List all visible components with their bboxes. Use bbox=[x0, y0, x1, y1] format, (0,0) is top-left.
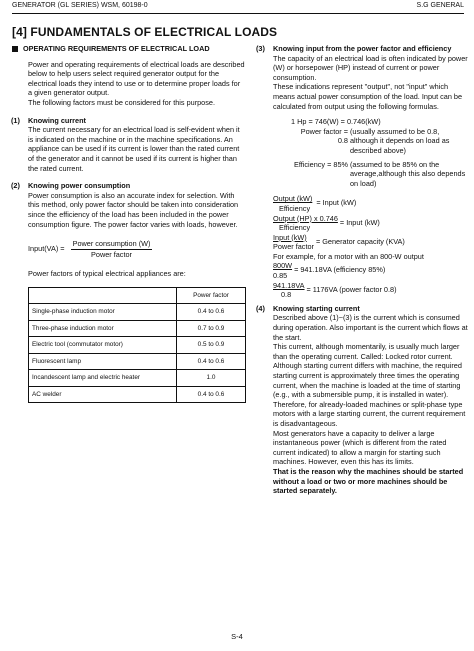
subsection-4-text-5: Most generators have a capacity to deliver a large instantaneous power (which is different from the rated current indicated) to allow a margin for starting such machines. However, even this has its limits. bbox=[273, 428, 447, 467]
example-text: For example, for a motor with an 800-W output bbox=[273, 251, 424, 261]
table-row: Fluorescent lamp 0.4 to 0.6 bbox=[29, 353, 246, 370]
power-factor-note: (usually assumed to be 0.8, although it depends on load as described above) bbox=[350, 126, 450, 155]
example-power-factor: $\frac{941.18VA}{0.8}$ = 1176VA (power factor 0.8) bbox=[273, 280, 397, 300]
left-column bbox=[11, 44, 246, 403]
table-caption: Power factors of typical electrical appliances are: bbox=[28, 269, 186, 279]
input-va-formula: Input(VA) = $\frac{\text{Power consumption (W)}}{\text{Power factor}}$ bbox=[28, 239, 151, 259]
page-title: [4] FUNDAMENTALS OF ELECTRICAL LOADS bbox=[12, 25, 278, 39]
table-row: AC welder 0.4 to 0.6 bbox=[29, 386, 246, 403]
formula-output-kw: Output (kW) Efficiency = Input (kW) bbox=[273, 194, 357, 213]
header-left: GENERATOR (GL SERIES) WSM, 60198-0 bbox=[12, 2, 148, 9]
bullet-square-icon bbox=[12, 46, 18, 52]
subsection-2-heading: (2) Knowing power consumption bbox=[11, 181, 131, 191]
subsection-3-text-2: These indications represent "output", not "input" which means actual power consumption of the load. Input can be calculated from output using the following formulas. bbox=[273, 82, 463, 111]
formula-denominator: Power factor bbox=[91, 249, 132, 259]
assumption-block bbox=[291, 117, 468, 188]
header-rule bbox=[12, 13, 464, 14]
subsection-1-text: The current necessary for an electrical load is self-evident when it is indicated on the machine or in the machine specifications. An appliance can be used if its current is lower than the rated current of the generator and it cannot be used if its current is higher than the rated current. bbox=[28, 125, 240, 173]
formula-output-hp: Output (HP) x 0.746 Efficiency = Input (kW) bbox=[273, 213, 380, 233]
intro-paragraph-2: The following factors must be considered for this purpose. bbox=[28, 97, 215, 107]
table-row: Three-phase induction motor 0.7 to 0.9 bbox=[29, 320, 246, 337]
subsection-4-text: Described above (1)~(3) is the current which is consumed during operation. Also important is the current which flows at the start. bbox=[273, 313, 468, 342]
subsection-4-heading: (4) Knowing starting current bbox=[256, 303, 360, 313]
intro-paragraph: Power and operating requirements of electrical loads are described below to help users select required generator output for the electrical loads they intend to use or to determine proper loads for a given generator output. bbox=[28, 59, 245, 98]
formula-generator-capacity: Input (kW) Power factor = Generator capacity (KVA) bbox=[273, 232, 405, 252]
header-right: S.G GENERAL bbox=[416, 2, 464, 9]
subsection-1-heading: (1) Knowing current bbox=[11, 115, 86, 125]
table-row: Electric tool (commutator motor) 0.5 to 0.9 bbox=[29, 337, 246, 354]
page-header bbox=[12, 2, 464, 12]
subsection-4-text-3: Although starting current differs with machine, the required starting current is approximately three times the operating current, when the machine is loaded at the time of starting (e.g., with a submersible pump, it is installed in water). bbox=[273, 361, 462, 400]
subsection-3-heading: (3) Knowing input from the power factor and efficiency bbox=[256, 44, 452, 53]
subsection-2-text: Power consumption is also an accurate index for selection. With this method, only power factor should be taken into consideration since the efficiency of the load has been included in the power consumption figure. The power factor varies with loads, however. bbox=[28, 190, 239, 229]
power-factor-key: Power factor = 0.8 bbox=[300, 126, 348, 146]
table-row: Single-phase induction motor 0.4 to 0.6 bbox=[29, 304, 246, 321]
section-heading: OPERATING REQUIREMENTS OF ELECTRICAL LOAD bbox=[28, 44, 246, 54]
efficiency-key: Efficiency = 85% bbox=[293, 159, 348, 169]
subsection-4-text-4: Therefore, for already-loaded machines or split-phase type motors with a large starting current, the current requirement is disadvantageous. bbox=[273, 399, 466, 428]
table-header: Power factor bbox=[177, 287, 246, 304]
table-row: Incandescent lamp and electric heater 1.0 bbox=[29, 370, 246, 387]
subsection-4-text-6: That is the reason why the machines should be started without a load or two or more machines should be started separately. bbox=[273, 466, 464, 496]
subsection-4-text-2: This current, although momentarily, is usually much larger than the operating current. Called: Locked rotor current. bbox=[273, 342, 460, 361]
hp-conversion: 1 Hp = 746(W) = 0.746(kW) bbox=[291, 117, 381, 127]
formula-numerator: Power consumption (W) bbox=[72, 239, 151, 249]
example-efficiency: $\frac{800W}{0.85}$ = 941.18VA (efficiency 85%) bbox=[273, 261, 386, 281]
table-header-row bbox=[29, 287, 246, 304]
efficiency-note: (assumed to be 85% on the average,although this also depends on load) bbox=[350, 159, 466, 188]
right-column bbox=[256, 44, 468, 496]
subsection-3-text: The capacity of an electrical load is often indicated by power (W) or horsepower (HP) instead of current or power consumption. bbox=[273, 53, 468, 82]
page-number: S-4 bbox=[231, 632, 243, 641]
power-factor-table bbox=[28, 287, 246, 404]
